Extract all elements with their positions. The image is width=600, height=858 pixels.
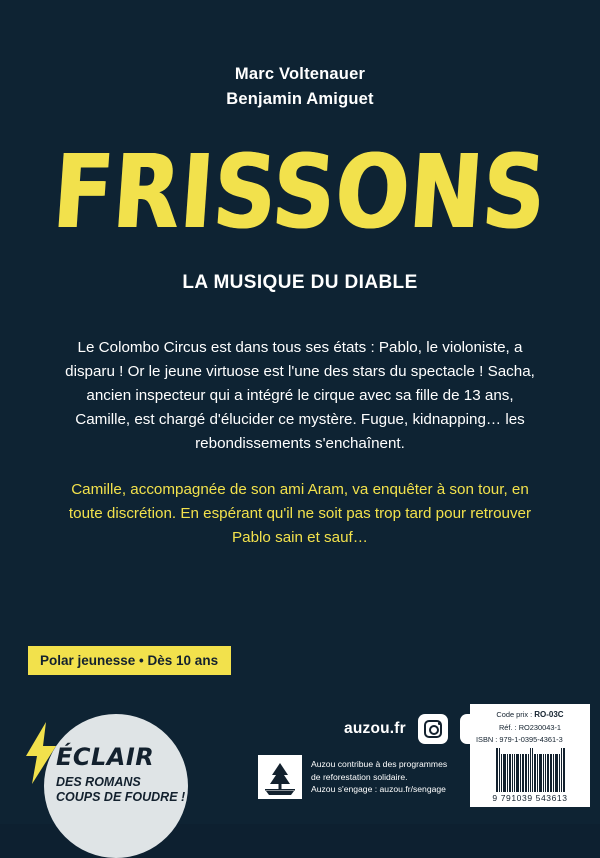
eco-line-2: de reforestation solidaire. [311, 771, 408, 782]
blurb-paragraph-1: Le Colombo Circus est dans tous ses états : Pablo, le violoniste, a disparu ! Or le jeune virtuose est l'une des stars du spectacle ! Sacha, ancien inspecteur qui a intégré le cirque avec sa fille de 13 ans, Camille, est chargé d'élucider ce mystère. Fugue, kidnapping… les rebondissements s'enchaînent. [65, 339, 535, 453]
isbn-label: ISBN : [476, 734, 498, 744]
genre-badge: Polar jeunesse • Dès 10 ans [28, 646, 231, 675]
imprint-tagline [56, 775, 188, 806]
author-name-1: Marc Voltenauer [234, 65, 366, 83]
isbn-line [476, 734, 584, 746]
reference-value: RO230043-1 [518, 722, 562, 732]
eco-commitment [258, 755, 447, 799]
barcode [476, 748, 584, 792]
imprint-tagline-line2: COUPS DE FOUDRE ! [56, 790, 186, 805]
forest-tree-icon [258, 755, 302, 799]
publisher-website[interactable]: auzou.fr [344, 720, 406, 737]
reference-line [476, 722, 584, 734]
isbn-value: 979-1-0395-4361-3 [499, 734, 563, 744]
eco-text [311, 758, 447, 795]
isbn-price-box [470, 704, 590, 807]
reference-label: Réf. : [498, 722, 517, 732]
social-row [344, 714, 490, 744]
price-code-label: Code prix : [496, 710, 533, 719]
imprint-tagline-line1: DES ROMANS [56, 774, 141, 789]
instagram-icon[interactable] [418, 714, 448, 744]
back-cover-blurb [60, 336, 540, 550]
imprint-name: ÉCLAIR [56, 742, 155, 771]
book-title: FRISSONS [49, 134, 551, 252]
author-name-2: Benjamin Amiguet [226, 89, 374, 108]
barcode-number: 9 791039 543613 [492, 793, 568, 804]
eco-line-3: Auzou s'engage : auzou.fr/sengage [311, 784, 446, 795]
imprint-text [56, 742, 188, 806]
imprint-logo [10, 702, 188, 824]
book-subtitle: LA MUSIQUE DU DIABLE [182, 272, 418, 293]
blurb-paragraph-2: Camille, accompagnée de son ami Aram, va enquêter à son tour, en toute discrétion. En espérant qu'il ne soit pas trop tard pour retrouver Pablo sain et sauf… [68, 481, 532, 547]
lightning-bolt-icon [24, 722, 58, 784]
author-names [0, 62, 600, 112]
price-code-line [476, 709, 584, 722]
title-block [0, 134, 600, 252]
eco-line-1: Auzou contribue à des programmes [311, 759, 448, 770]
price-code-value: RO-03C [534, 710, 564, 719]
